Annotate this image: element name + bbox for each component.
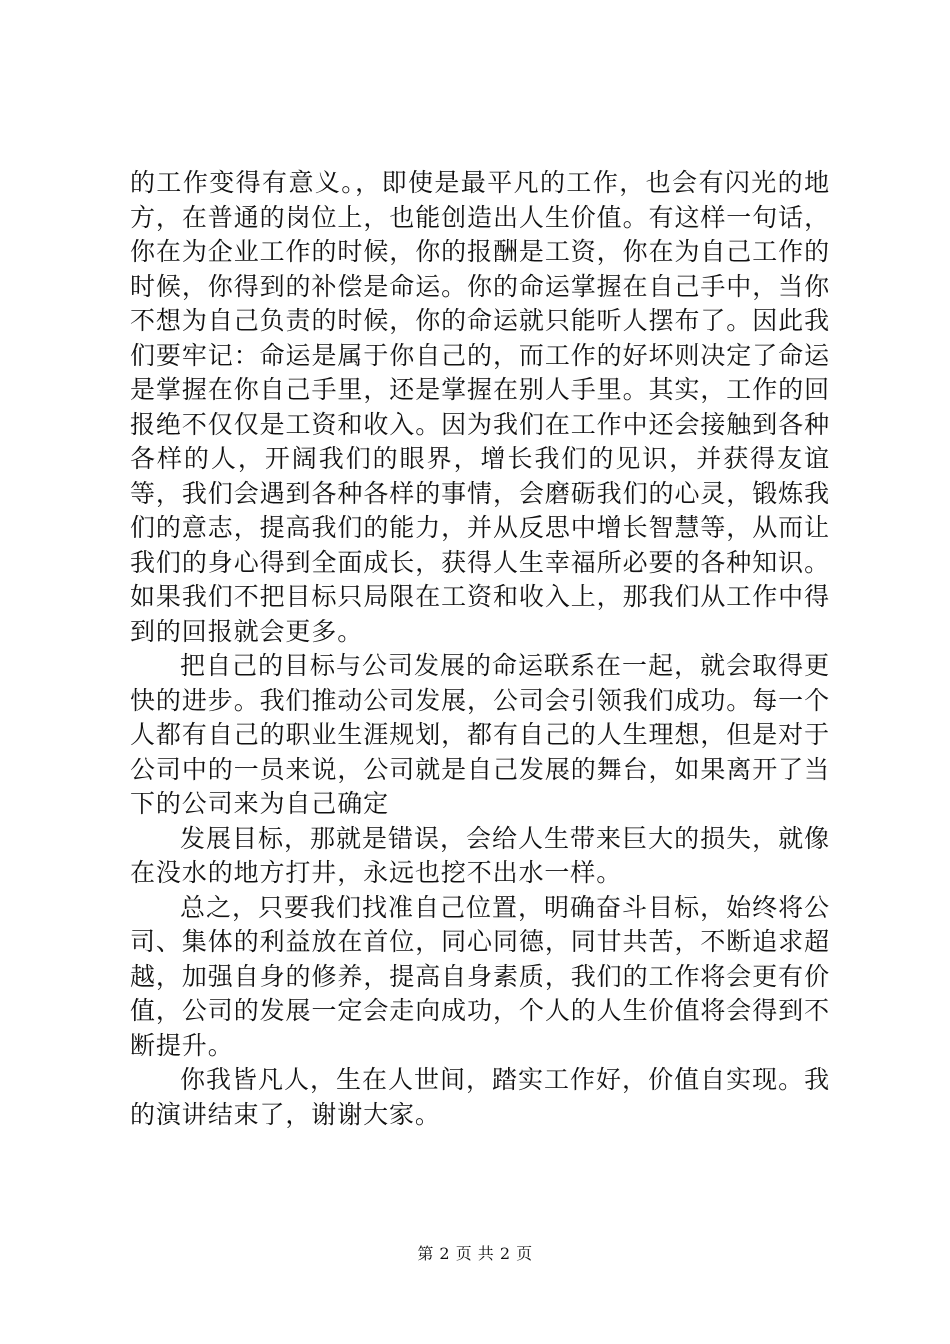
document-body	[130, 166, 830, 1132]
page-number-footer: 第 2 页 共 2 页	[417, 1244, 533, 1263]
paragraph-5: 你我皆凡人，生在人世间，踏实工作好，价值自实现。我的演讲结束了，谢谢大家。	[130, 1065, 830, 1129]
paragraph-2: 把自己的目标与公司发展的命运联系在一起，就会取得更快的进步。我们推动公司发展，公司会引领我们成功。每一个人都有自己的职业生涯规划，都有自己的人生理想，但是对于公司中的一员来说，公司就是自己发展的舞台，如果离开了当下的公司来为自己确定	[130, 651, 830, 818]
paragraph-3: 发展目标，那就是错误，会给人生带来巨大的损失，就像在没水的地方打井，永远也挖不出水一样。	[130, 823, 830, 887]
paragraph-1: 的工作变得有意义。，即使是最平凡的工作，也会有闪光的地方，在普通的岗位上，也能创造出人生价值。有这样一句话，你在为企业工作的时候，你的报酬是工资，你在为自己工作的时候，你得到的补偿是命运。你的命运掌握在自己手中，当你不想为自己负责的时候，你的命运就只能听人摆布了。因此我们要牢记：命运是属于你自己的，而工作的好坏则决定了命运是掌握在你自己手里，还是掌握在别人手里。其实，工作的回报绝不仅仅是工资和收入。因为我们在工作中还会接触到各种各样的人，开阔我们的眼界，增长我们的见识，并获得友谊等，我们会遇到各种各样的事情，会磨砺我们的心灵，锻炼我们的意志，提高我们的能力，并从反思中增长智慧等，从而让我们的身心得到全面成长，获得人生幸福所必要的各种知识。如果我们不把目标只局限在工资和收入上，那我们从工作中得到的回报就会更多。	[130, 168, 830, 646]
paragraph-4: 总之，只要我们找准自己位置，明确奋斗目标，始终将公司、集体的利益放在首位，同心同德，同甘共苦，不断追求超越，加强自身的修养，提高自身素质，我们的工作将会更有价值，公司的发展一定会走向成功，个人的人生价值将会得到不断提升。	[130, 892, 830, 1060]
